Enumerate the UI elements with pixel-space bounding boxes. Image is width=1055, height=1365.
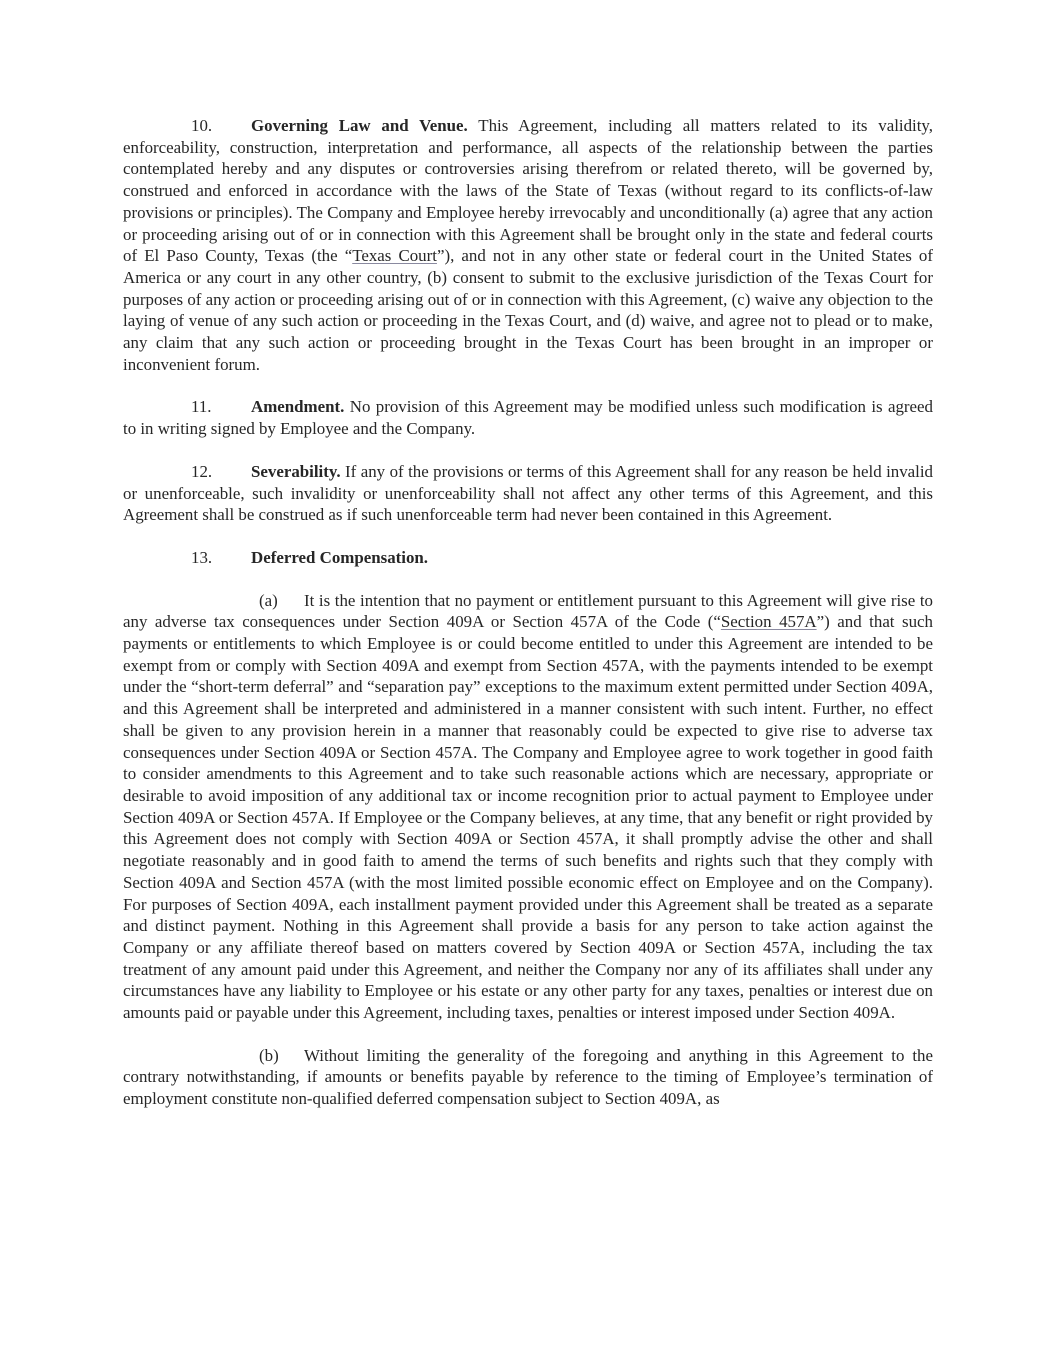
section-number: 13.: [191, 547, 213, 567]
subsection-label: (a): [259, 590, 278, 610]
section-11: [123, 396, 933, 439]
section-10: [123, 115, 933, 375]
section-text: No provision of this Agreement may be modified unless such modification is agreed to in writing signed by Employee and the Company.: [123, 397, 933, 439]
section-number: 12.: [191, 461, 213, 481]
section-heading: Amendment.: [251, 397, 345, 417]
section-13: [123, 547, 933, 569]
section-heading: Severability.: [251, 461, 341, 481]
section-text: This Agreement, including all matters related to its validity, enforceability, construction, interpretation and performance, all aspects of the relationship between the parties contemplated hereby and any disputes or controversies arising therefrom or related thereto, will be governed by, construed and enforced in accordance with the laws of the State of Texas (without regard to its conflicts-of-law provisions or principles). The Company and Employee hereby irrevocably and unconditionally (a) agree that any action or proceeding arising out of or in connection with this Agreement shall be brought only in the state and federal courts of El Paso County, Texas (the “: [123, 116, 933, 266]
defined-term-link: Section 457A: [720, 612, 817, 632]
section-12: [123, 461, 933, 526]
section-text: ”), and not in any other state or federal court in the United States of America or any court in any other country, (b) consent to submit to the exclusive jurisdiction of the Texas Court for purposes of any action or proceeding arising out of or in connection with this Agreement, (c) waive any objection to the laying of venue of any such action or proceeding in the Texas Court, and (d) waive, and agree not to plead or to make, any claim that any such action or proceeding brought in the Texas Court has been brought in an improper or inconvenient forum.: [123, 246, 933, 374]
section-text: ”) and that such payments or entitlements to which Employee is or could become entitled to under this Agreement are intended to be exempt from or comply with Section 409A and exempt from Section 457A, with the payments intended to be exempt under the “short-term deferral” and “separation pay” exceptions to the maximum extent permitted under Section 409A, and this Agreement shall be interpreted and administered in a manner consistent with such intent. Further, no effect shall be given to any provision herein in a manner that reasonably could be expected to give rise to adverse tax consequences under Section 409A or Section 457A. The Company and Employee agree to work together in good faith to consider amendments to this Agreement and to take such reasonable actions which are necessary, appropriate or desirable to avoid imposition of any additional tax or income recognition prior to actual payment to Employee under Section 409A or Section 457A. If Employee or the Company believes, at any time, that any benefit or right provided by this Agreement does not comply with Section 409A or Section 457A, it shall promptly advise the other and shall negotiate reasonably and in good faith to amend the terms of such benefits and rights such that they comply with Section 409A and Section 457A (with the most limited possible economic effect on Employee and on the Company). For purposes of Section 409A, each installment payment provided under this Agreement shall be treated as a separate and distinct payment. Nothing in this Agreement shall provide a basis for any person to take action against the Company or any affiliate thereof based on matters covered by Section 409A or Section 457A, including the tax treatment of any amount paid under this Agreement, and neither the Company nor any of its affiliates shall under any circumstances have any liability to Employee or his estate or any other party for any taxes, penalties or interest due on amounts paid or payable under this Agreement, including taxes, penalties or interest imposed under Section 409A.: [123, 612, 933, 1023]
section-13a: [123, 590, 933, 1024]
defined-term-link: Texas Court: [352, 246, 437, 266]
section-text: It is the intention that no payment or entitlement pursuant to this Agreement will give rise to any adverse tax consequences under Section 409A or Section 457A of the Code (“: [123, 590, 933, 632]
section-heading: Deferred Compensation.: [251, 547, 429, 567]
subsection-label: (b): [259, 1045, 279, 1065]
section-number: 10.: [191, 116, 213, 135]
section-number: 11.: [191, 397, 212, 417]
section-text: If any of the provisions or terms of this Agreement shall for any reason be held invalid or unenforceable, such invalidity or unenforceability shall not affect any other terms of this Agreement, and this Agreement shall be construed as if such unenforceable term had never been contained in this Agreement.: [123, 461, 933, 525]
document-page: [123, 115, 933, 1110]
section-heading: Governing Law and Venue.: [251, 116, 468, 135]
section-text: Without limiting the generality of the foregoing and anything in this Agreement to the contrary notwithstanding, if amounts or benefits payable by reference to the timing of Employee’s termination of employment constitute non-qualified deferred compensation subject to Section 409A, as: [123, 1045, 933, 1109]
section-13b: [123, 1045, 933, 1110]
